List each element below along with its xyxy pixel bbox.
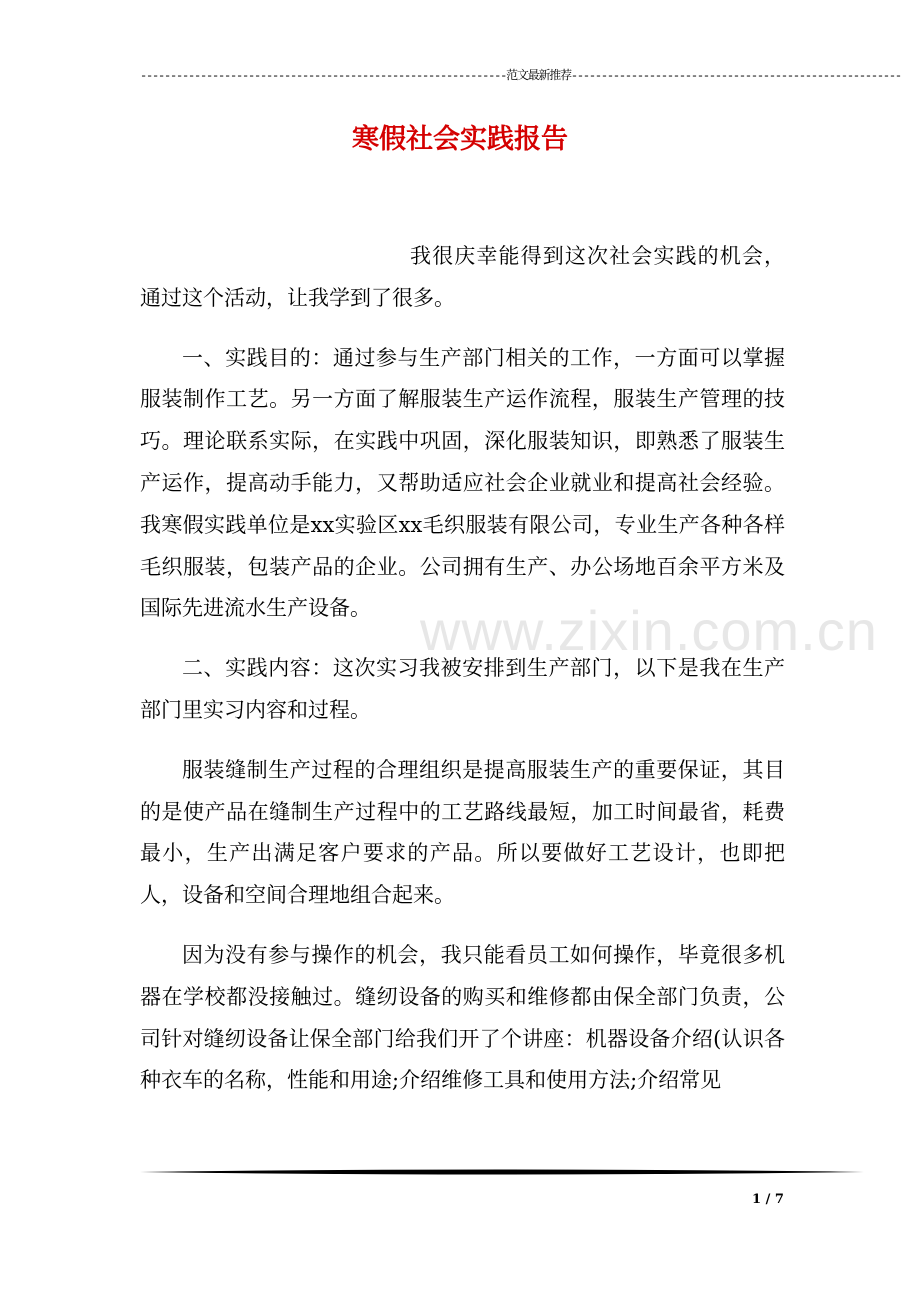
document-title: 寒假社会实践报告 (352, 124, 568, 155)
page-header: -------------------------------------------------------------范文最新推荐------------------------------------------------------- (140, 69, 901, 83)
paragraph-equipment: 因为没有参与操作的机会，我只能看员工如何操作，毕竟很多机器在学校都没接触过。缝纫设备的购买和维修都由保全部门负责，公司针对缝纫设备让保全部门给我们开了个讲座：机器设备介绍(认识各种衣车的名称，性能和用途;介绍维修工具和使用方法;介绍常见 (140, 942, 785, 1093)
paragraph-content: 二、实践内容：这次实习我被安排到生产部门，以下是我在生产部门里实习内容和过程。 (140, 656, 785, 722)
footer-divider (140, 1168, 864, 1176)
paragraph-organization: 服装缝制生产过程的合理组织是提高服装生产的重要保证，其目的是使产品在缝制生产过程中的工艺路线最短，加工时间最省，耗费最小，生产出满足客户要求的产品。所以要做好工艺设计，也即把人，设备和空间合理地组合起来。 (140, 757, 785, 908)
watermark: www.zixin.com.cn (420, 599, 878, 662)
page-number: 1 / 7 (752, 1192, 784, 1207)
document-body (140, 236, 785, 1102)
paragraph-intro: 我很庆幸能得到这次社会实践的机会，通过这个活动，让我学到了很多。 (140, 244, 785, 310)
paragraph-purpose: 一、实践目的：通过参与生产部门相关的工作，一方面可以掌握服装制作工艺。另一方面了解服装生产运作流程，服装生产管理的技巧。理论联系实际，在实践中巩固，深化服装知识，即熟悉了服装生产运作，提高动手能力，又帮助适应社会企业就业和提高社会经验。我寒假实践单位是xx实验区xx毛织服装有限公司，专业生产各种各样毛织服装，包装产品的企业。公司拥有生产、办公场地百余平方米及国际先进流水生产设备。 (140, 345, 785, 621)
